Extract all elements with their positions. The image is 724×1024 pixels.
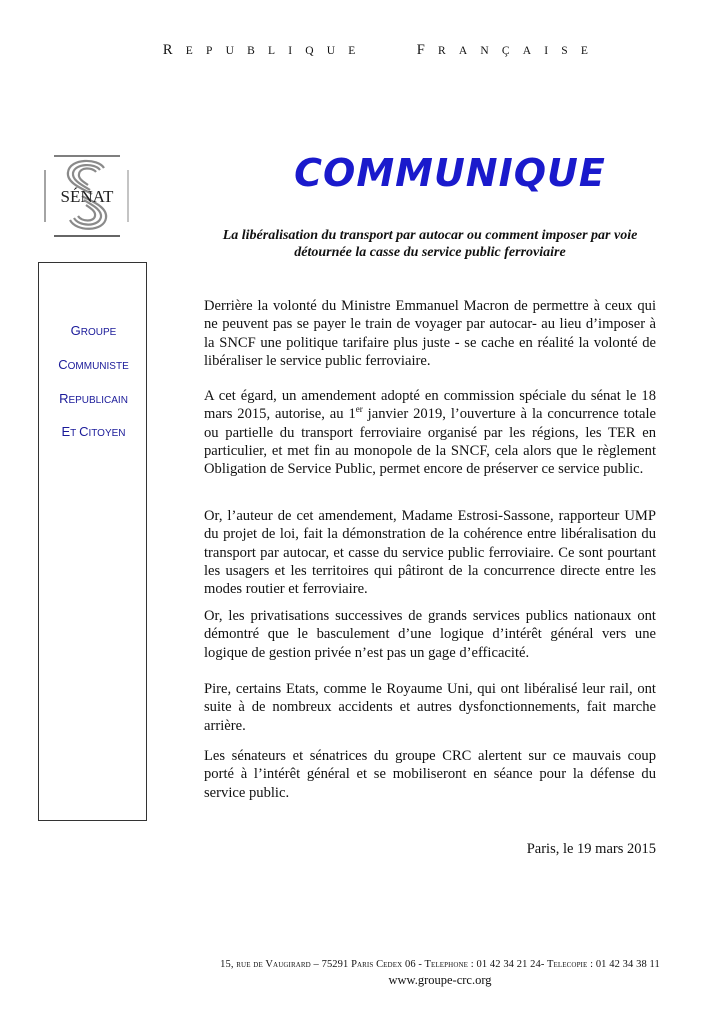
- sidebar-item-et-citoyen: ET CITOYEN: [61, 424, 126, 439]
- paragraph-5: Pire, certains Etats, comme le Royaume Uni, qui ont libéralisé leur rail, ont suite à de nombreux accidents et autres dysfonctionnements, fait marche arrière.: [204, 681, 656, 734]
- senat-logo: [42, 150, 132, 242]
- header-word-2: FRANÇAISE: [416, 42, 602, 58]
- subtitle-line-2: détournée la casse du service public ferroviaire: [294, 245, 566, 260]
- paragraph-6: Les sénateurs et sénatrices du groupe CRC alertent sur ce mauvais coup porté à l’intérêt général et se mobiliseront en séance pour la défense du service public.: [204, 748, 656, 801]
- paragraph-2: A cet égard, un amendement adopté en commission spéciale du sénat le 18 mars 2015, autorise, au 1er janvier 2019, l’ouverture à la concurrence totale ou partielle du transport ferroviaire organisé par les régions, les TER en particulier, et met fin au monopole de la SNCF, cela alors que le règlement Obligation de Service Public, permet encore de préserver ce service public.: [204, 388, 656, 478]
- date-line: Paris, le 19 mars 2015: [526, 841, 656, 857]
- page-title: COMMUNIQUE: [294, 151, 606, 195]
- footer-website-link[interactable]: www.groupe-crc.org: [388, 973, 492, 987]
- paragraph-4: Or, les privatisations successives de grands services publics nationaux ont démontré que le basculement d’une logique d’intérêt général vers une logique de gestion privée n’est pas un gage d’efficacité.: [204, 608, 656, 661]
- paragraph-3: Or, l’auteur de cet amendement, Madame Estrosi-Sassone, rapporteur UMP du projet de loi, fait la démonstration de la cohérence entre libéralisation du transport par autocar, et casse du service public ferroviaire. Ce sont pourtant les usagers et les territoires qui pâtiront de la concurrence directe entre les modes routier et ferroviaire.: [204, 508, 656, 598]
- header-republique-francaise: [0, 42, 724, 59]
- sidebar-item-republicain: REPUBLICAIN: [59, 391, 128, 406]
- sidebar-group-box: [38, 262, 147, 821]
- subtitle-line-1: La libéralisation du transport par autocar ou comment imposer par voie: [222, 228, 638, 243]
- subtitle: [195, 227, 665, 261]
- sidebar-item-groupe: GROUPE: [70, 323, 117, 338]
- senat-logo-text: SÉNAT: [60, 187, 114, 206]
- paragraph-1: Derrière la volonté du Ministre Emmanuel Macron de permettre à ceux qui ne peuvent pas se payer le train de voyager par autocar- au lieu d’imposer à la SNCF une politique tarifaire plus juste - se cache en réalité la volonté de libéraliser le service public ferroviaire.: [204, 298, 656, 369]
- header-word-1: REPUBLIQUE: [162, 42, 369, 58]
- footer-address: 15, rue de Vaugirard – 75291 Paris Cedex 06 - Telephone : 01 42 34 21 24- Telecopie : 01 42 34 38 11: [220, 959, 660, 970]
- sidebar-item-communiste: COMMUNISTE: [58, 357, 129, 372]
- senat-s-logo-icon: [42, 150, 132, 242]
